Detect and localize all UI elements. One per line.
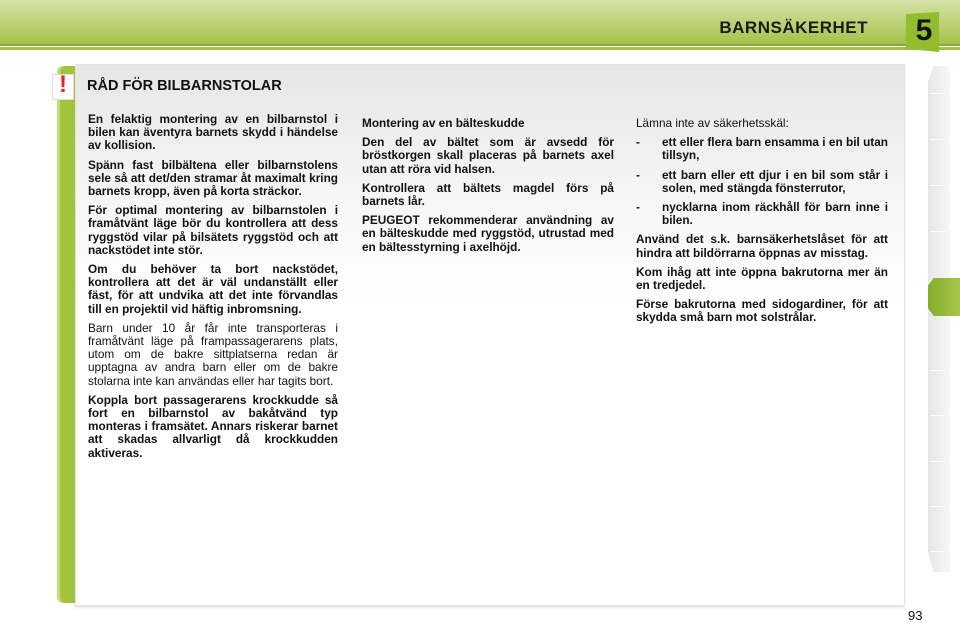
- list-text: ett eller flera barn ensamma i en bil utan tillsyn,: [662, 135, 888, 163]
- page-number: 93: [908, 608, 923, 623]
- paragraph-do-not-leave: Lämna inte av säkerhetsskäl:: [636, 116, 789, 130]
- paragraph-warning: En felaktig montering av en bilbarnstol i bilen kan äventyra barnets skydd i händelse av kollision.: [88, 112, 338, 153]
- exclamation-warning-icon: !: [59, 71, 67, 98]
- tab-divider: [930, 370, 946, 371]
- panel-green-edge: [57, 66, 75, 603]
- paragraph-lap-belt: Kontrollera att bältets magdel förs på barnets lår.: [362, 180, 614, 209]
- tab-divider: [930, 506, 946, 507]
- list-dash: -: [636, 200, 640, 215]
- header-accent-line: [0, 47, 960, 50]
- list-text: ett barn eller ett djur i en bil som står i solen, med stängda fönsterrutor,: [662, 167, 888, 195]
- tab-divider: [930, 185, 946, 186]
- list-text: nycklarna inom räckhåll för barn inne i bilen.: [662, 200, 888, 228]
- tab-divider: [930, 415, 946, 416]
- list-item: [636, 136, 888, 162]
- tab-divider: [930, 231, 946, 232]
- paragraph-rear-windows: Kom ihåg att inte öppna bakrutorna mer än en tredjedel.: [636, 264, 888, 293]
- list-item: [636, 201, 888, 227]
- chapter-tab-active[interactable]: [928, 278, 960, 316]
- paragraph-headrest: Om du behöver ta bort nackstödet, kontrollera att det är väl undanställt eller fäst, för att undvika att det inte förvandlas till en projektil vid häftig inbromsning.: [88, 262, 338, 316]
- column-middle: [362, 117, 614, 260]
- paragraph-seatbelt: [88, 159, 338, 199]
- paragraph-child-lock: Använd det s.k. barnsäkerhetslåset för att hindra att bildörrarna öppnas av misstag.: [636, 232, 888, 260]
- list-dash: -: [636, 167, 640, 182]
- text-normal: Spänn fast bilbältena eller bilbarnstolens sele: [88, 157, 338, 185]
- column-left: [88, 113, 338, 466]
- tab-divider: [930, 139, 946, 140]
- paragraph-forward-facing: För optimal montering av bilbarnstolen i framåtvänt läge bör du kontrollera att dess ryggstöd vilar på bilsätets ryggstöd och att nackstödet inte stör.: [88, 203, 338, 257]
- paragraph-under-10: Barn under 10 år får inte transporteras i framåtvänt läge på frampassagerarens plats, utom om de bakre sittplatserna redan är upptagna av andra barn eller om de bakre stolarna inte kan användas eller har tagits bort.: [88, 320, 338, 388]
- chapter-number: 5: [915, 14, 933, 47]
- header-divider: [0, 44, 960, 46]
- tab-divider: [930, 461, 946, 462]
- text-emphasis: så att det/den stramar åt maximalt: [114, 170, 306, 185]
- paragraph-airbag: Koppla bort passagerarens krockkudde så fort en bilbarnstol av bakåtvänd typ monteras i framsätet. Annars riskerar barnet att skadas allvarligt då krockkudden aktiveras.: [88, 392, 338, 460]
- tab-divider: [930, 93, 946, 94]
- paragraph-peugeot-recommends: PEUGEOT rekommenderar användning av en bälteskudde med ryggstöd, utrustad med en bältesstyrning i axelhöjd.: [362, 213, 614, 254]
- list-item: [636, 169, 888, 195]
- section-title: RÅD FÖR BILBARNSTOLAR: [87, 78, 282, 94]
- subheading-booster: Montering av en bälteskudde: [362, 116, 525, 130]
- list-dash: -: [636, 135, 640, 150]
- chapter-tabs: [928, 66, 950, 572]
- chapter-title: BARNSÄKERHET: [719, 18, 868, 37]
- column-right: [636, 117, 888, 331]
- paragraph-chest-belt: Den del av bältet som är avsedd för bröstkorgen skall placeras på barnets axel utan att röra vid halsen.: [362, 135, 614, 176]
- text-normal: kring barnets kropp, även på korta sträckor.: [88, 170, 338, 199]
- paragraph-sun-blinds: Förse bakrutorna med sidogardiner, för att skydda små barn mot solstrålar.: [636, 297, 888, 325]
- tab-divider: [930, 551, 946, 552]
